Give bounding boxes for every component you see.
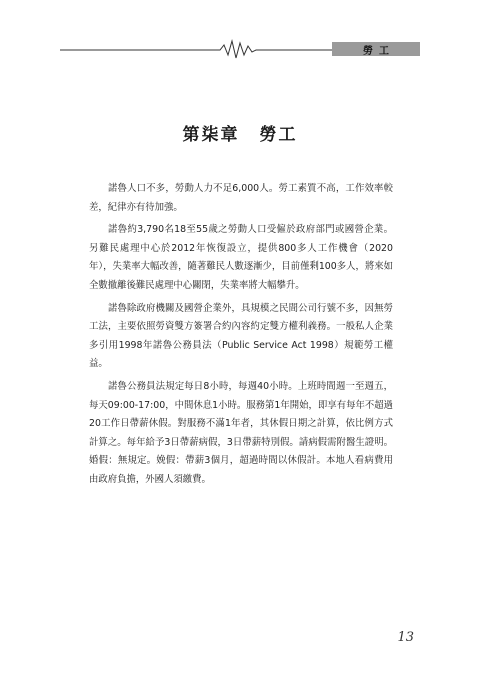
body-text (89, 180, 393, 494)
paragraph: 諾魯公務員法規定每日8小時，每週40小時。上班時間週一至週五，每天09:00-17:00，中間休息1小時。服務第1年開始，即享有每年不超過20工作日帶薪休假。對服務不滿1年者，其休假日期之計算，依比例方式計算之。每年給予3日帶薪病假，3日帶薪特別假。請病假需附醫生證明。婚假：無規定。娩假：帶薪3個月，超過時間以休假計。本地人看病費用由政府負擔，外國人須繳費。 (89, 380, 393, 485)
paragraph: 諾魯除政府機關及國營企業外，具規模之民間公司行號不多，因無勞工法，主要依照勞資雙方簽署合約內容約定雙方權利義務。一般私人企業多引用1998年諾魯公務員法（Public Service Act 1998）規範勞工權益。 (89, 302, 393, 370)
paragraph: 諾魯人口不多，勞動人力不足6,000人。勞工素質不高，工作效率較差，紀律亦有待加強。 (89, 183, 393, 213)
page-number: 13 (397, 630, 414, 645)
heartbeat-line-icon (60, 38, 332, 60)
chapter-title (0, 120, 480, 145)
section-label: 勞工 (363, 45, 395, 57)
running-header (60, 38, 420, 60)
chapter-name: 勞工 (259, 125, 298, 145)
paragraph: 諾魯約3,790名18至55歲之勞動人口受僱於政府部門或國營企業。另難民處理中心於2012年恢復設立，提供800多人工作機會（2020年），失業率大幅改善，隨著難民人數逐漸少，目前僅剩100多人，將來如全數撤離後難民處理中心關閉，失業率將大幅攀升。 (89, 224, 393, 291)
chapter-number: 第柒章 (182, 125, 240, 145)
section-label-box (332, 42, 420, 56)
